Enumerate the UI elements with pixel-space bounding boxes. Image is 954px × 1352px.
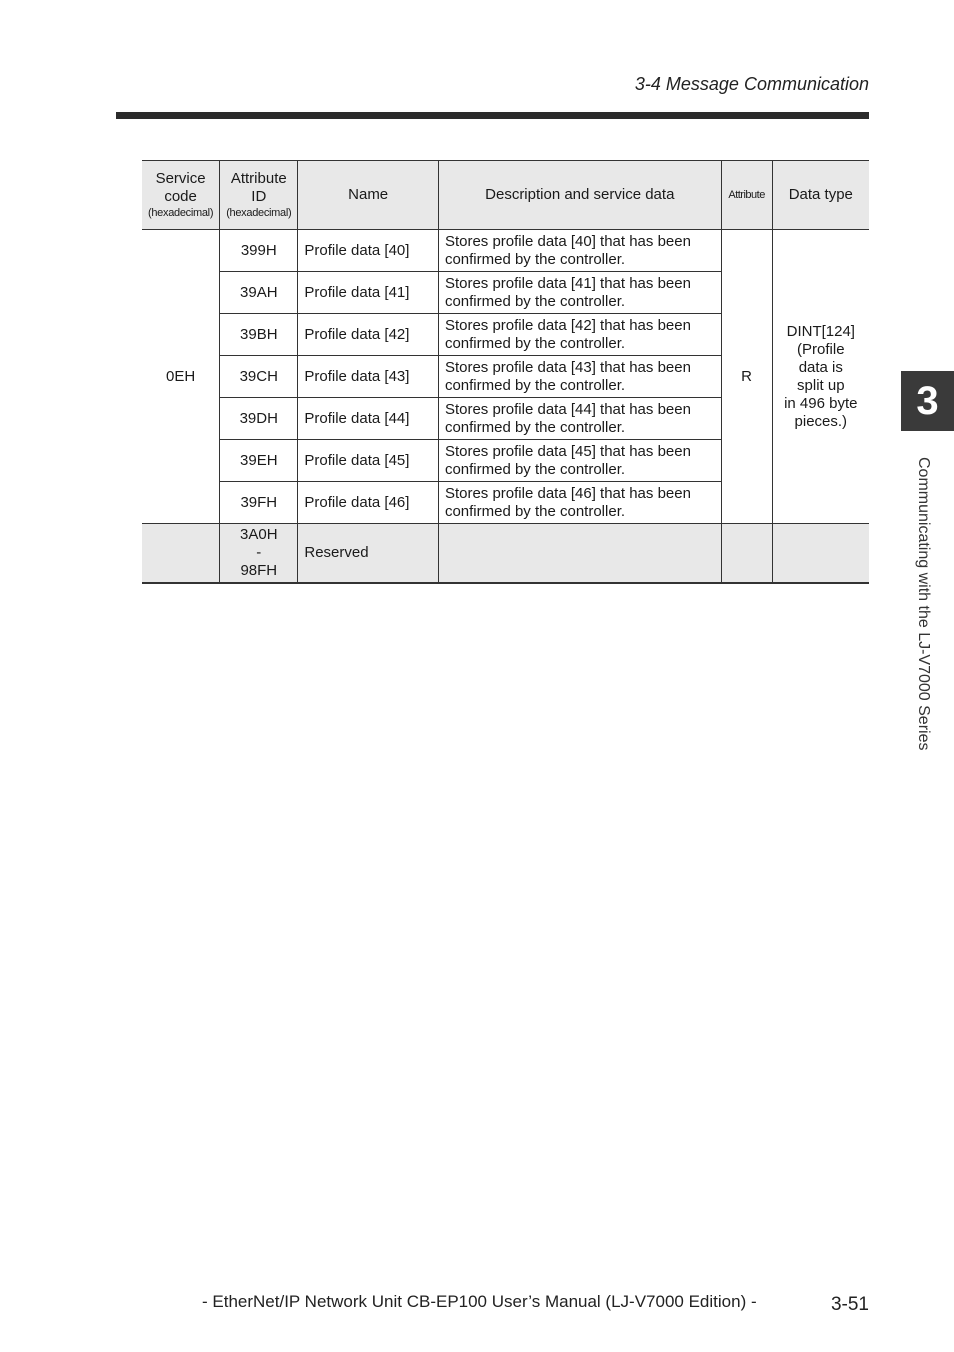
attribute-cell: R — [721, 230, 772, 524]
section-title: 3-4 Message Communication — [634, 74, 869, 94]
attribute-id-cell: 39DH — [220, 398, 298, 440]
description-cell: Stores profile data [45] that has been confirmed by the controller. — [438, 440, 721, 482]
header-rule — [116, 112, 869, 119]
footer-manual-title: - EtherNet/IP Network Unit CB-EP100 User’s Manual (LJ-V7000 Edition) - — [202, 1292, 757, 1311]
description-cell: Stores profile data [44] that has been confirmed by the controller. — [438, 398, 721, 440]
service-code-cell: 0EH — [142, 230, 220, 524]
attribute-id-cell: 39AH — [220, 272, 298, 314]
name-cell: Profile data [40] — [298, 230, 439, 272]
reserved-id-line: - — [256, 544, 262, 561]
col-service-code — [142, 161, 220, 230]
table-row — [142, 230, 869, 272]
attribute-id-cell: 39FH — [220, 482, 298, 524]
data-type-line: split up — [797, 376, 845, 394]
col-attribute: Attribute — [721, 161, 772, 230]
data-type-cell — [772, 230, 869, 524]
reserved-data-type-cell — [772, 524, 869, 584]
col-attribute-id-label: Attribute ID — [230, 170, 287, 205]
col-attribute-id — [220, 161, 298, 230]
name-cell: Profile data [45] — [298, 440, 439, 482]
chapter-side-label: Communicating with the LJ-V7000 Series — [915, 457, 932, 751]
data-type-line: (Profile — [797, 340, 845, 358]
attribute-table — [142, 160, 869, 584]
attribute-id-cell: 399H — [220, 230, 298, 272]
reserved-description-cell — [438, 524, 721, 584]
name-cell: Profile data [41] — [298, 272, 439, 314]
name-cell: Profile data [42] — [298, 314, 439, 356]
description-cell: Stores profile data [41] that has been confirmed by the controller. — [438, 272, 721, 314]
attribute-id-cell: 39BH — [220, 314, 298, 356]
attribute-id-cell: 39EH — [220, 440, 298, 482]
description-cell: Stores profile data [46] that has been confirmed by the controller. — [438, 482, 721, 524]
chapter-tab: 3 — [901, 371, 954, 431]
data-type-line: pieces.) — [794, 412, 848, 430]
attribute-id-cell: 39CH — [220, 356, 298, 398]
data-type-line: DINT[124] — [786, 322, 855, 340]
page-number: 3-51 — [830, 1294, 869, 1315]
reserved-attribute-cell — [721, 524, 772, 584]
data-type-line: in 496 byte — [784, 394, 858, 412]
col-data-type: Data type — [772, 161, 869, 230]
col-service-code-label: Service code — [155, 170, 206, 205]
name-cell: Profile data [46] — [298, 482, 439, 524]
reserved-name-cell: Reserved — [298, 524, 439, 584]
description-cell: Stores profile data [43] that has been confirmed by the controller. — [438, 356, 721, 398]
description-cell: Stores profile data [42] that has been confirmed by the controller. — [438, 314, 721, 356]
reserved-service-code-cell — [142, 524, 220, 584]
reserved-id-line: 3A0H — [240, 526, 278, 543]
col-attribute-id-note: (hexadecimal) — [226, 207, 292, 219]
data-type-line: data is — [798, 358, 843, 376]
col-name: Name — [298, 161, 439, 230]
col-service-code-note: (hexadecimal) — [148, 207, 214, 219]
reserved-row — [142, 524, 869, 584]
col-description: Description and service data — [438, 161, 721, 230]
reserved-id-cell — [220, 524, 298, 584]
description-cell: Stores profile data [40] that has been confirmed by the controller. — [438, 230, 721, 272]
reserved-id-line: 98FH — [240, 562, 278, 579]
table-header-row — [142, 161, 869, 230]
name-cell: Profile data [43] — [298, 356, 439, 398]
name-cell: Profile data [44] — [298, 398, 439, 440]
